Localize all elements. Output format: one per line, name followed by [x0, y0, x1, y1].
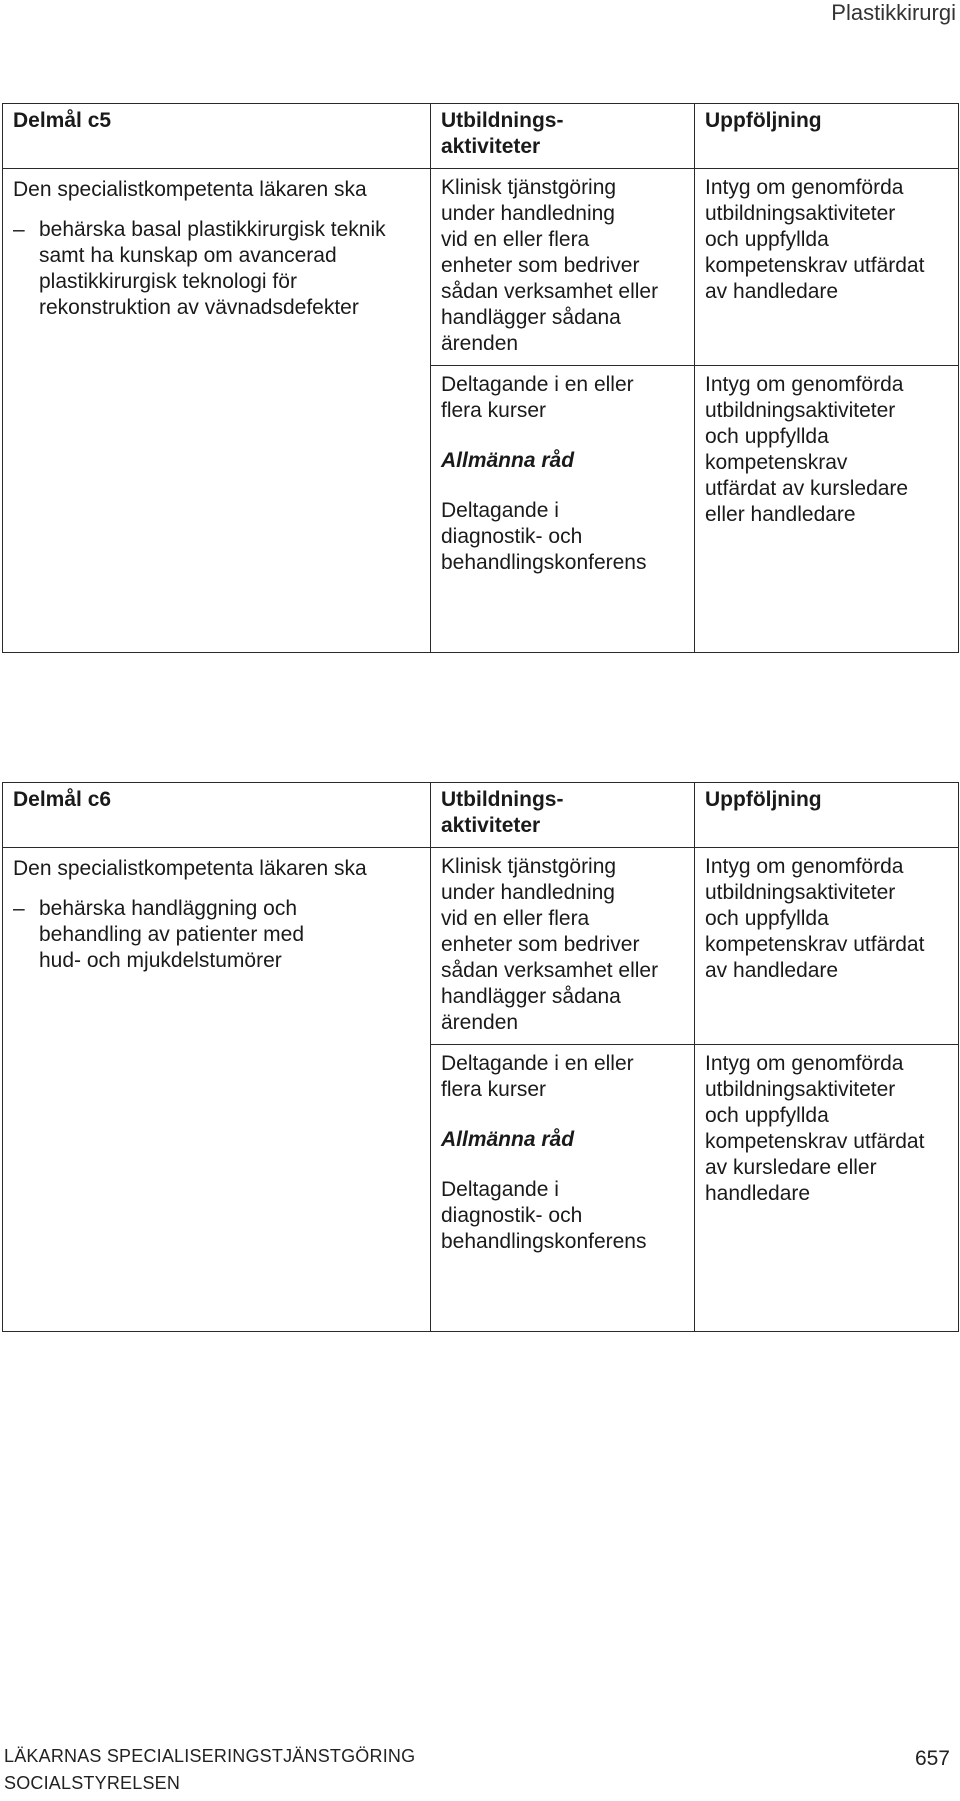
activity-clinical: Klinisk tjänstgöring under handledning vid en eller flera enheter som bedriver sådan verksamhet eller handlägger sådana ärenden	[441, 176, 659, 355]
goal-description-cell	[3, 169, 431, 653]
goal-header	[3, 783, 431, 848]
table-row	[3, 169, 959, 366]
table-header-row	[3, 104, 959, 169]
followup-header	[695, 783, 959, 848]
followup-supervisor: Intyg om genomförda utbildningsaktiviteter och uppfyllda kompetenskrav utfärdat av handledare	[705, 176, 925, 303]
goal-header-label: Delmål c6	[13, 788, 112, 811]
goal-description-cell	[3, 848, 431, 1332]
followup-header-label: Uppföljning	[705, 788, 822, 811]
followup-course: Intyg om genomförda utbildningsaktiviteter och uppfyllda kompetenskrav utfärdat av kursledare eller handledare	[705, 373, 909, 526]
activity-clinical: Klinisk tjänstgöring under handledning vid en eller flera enheter som bedriver sådan verksamhet eller handlägger sådana ärenden	[441, 855, 659, 1034]
activity-courses: Deltagande i en eller flera kurser	[441, 1052, 634, 1101]
general-advice-heading: Allmänna råd	[441, 1128, 575, 1151]
goal-table-c6	[2, 782, 959, 1332]
goal-table-c5	[2, 103, 959, 653]
goal-intro: Den specialistkompetenta läkaren ska	[13, 857, 367, 880]
goal-item	[13, 896, 420, 974]
goal-intro: Den specialistkompetenta läkaren ska	[13, 178, 367, 201]
followup-cell	[695, 366, 959, 653]
footer-publication-title: LÄKARNAS SPECIALISERINGSTJÄNSTGÖRING	[4, 1746, 416, 1766]
table-row	[3, 848, 959, 1045]
activity-cell	[431, 1045, 695, 1332]
activities-header	[431, 104, 695, 169]
activity-courses: Deltagande i en eller flera kurser	[441, 373, 634, 422]
activity-cell	[431, 366, 695, 653]
general-advice-text: Deltagande i diagnostik- och behandlingskonferens	[441, 499, 647, 574]
activities-header-label: Utbildnings- aktiviteter	[441, 788, 564, 837]
activities-header-label: Utbildnings- aktiviteter	[441, 109, 564, 158]
activity-cell	[431, 848, 695, 1045]
activity-cell	[431, 169, 695, 366]
dash-bullet: –	[13, 897, 25, 920]
followup-header	[695, 104, 959, 169]
activities-header	[431, 783, 695, 848]
running-head: Plastikkirurgi	[831, 0, 956, 25]
footer-publisher: SOCIALSTYRELSEN	[4, 1773, 181, 1793]
goal-text: behärska handläggning och behandling av patienter med hud- och mjukdelstumörer	[39, 897, 305, 972]
goal-text: behärska basal plastikkirurgisk teknik samt ha kunskap om avancerad plastikkirurgisk teknologi för rekonstruktion av vävnadsdefekter	[39, 218, 386, 319]
followup-supervisor: Intyg om genomförda utbildningsaktiviteter och uppfyllda kompetenskrav utfärdat av handledare	[705, 855, 925, 982]
followup-header-label: Uppföljning	[705, 109, 822, 132]
followup-cell	[695, 848, 959, 1045]
goal-header-label: Delmål c5	[13, 109, 112, 132]
general-advice-heading: Allmänna råd	[441, 449, 575, 472]
followup-cell	[695, 169, 959, 366]
page-number: 657	[914, 1747, 950, 1770]
general-advice-text: Deltagande i diagnostik- och behandlingskonferens	[441, 1178, 647, 1253]
goal-header	[3, 104, 431, 169]
footer	[4, 1743, 415, 1797]
table-header-row	[3, 783, 959, 848]
followup-cell	[695, 1045, 959, 1332]
followup-course: Intyg om genomförda utbildningsaktiviteter och uppfyllda kompetenskrav utfärdat av kursledare eller handledare	[705, 1052, 925, 1205]
goal-item	[13, 217, 420, 321]
dash-bullet: –	[13, 218, 25, 241]
